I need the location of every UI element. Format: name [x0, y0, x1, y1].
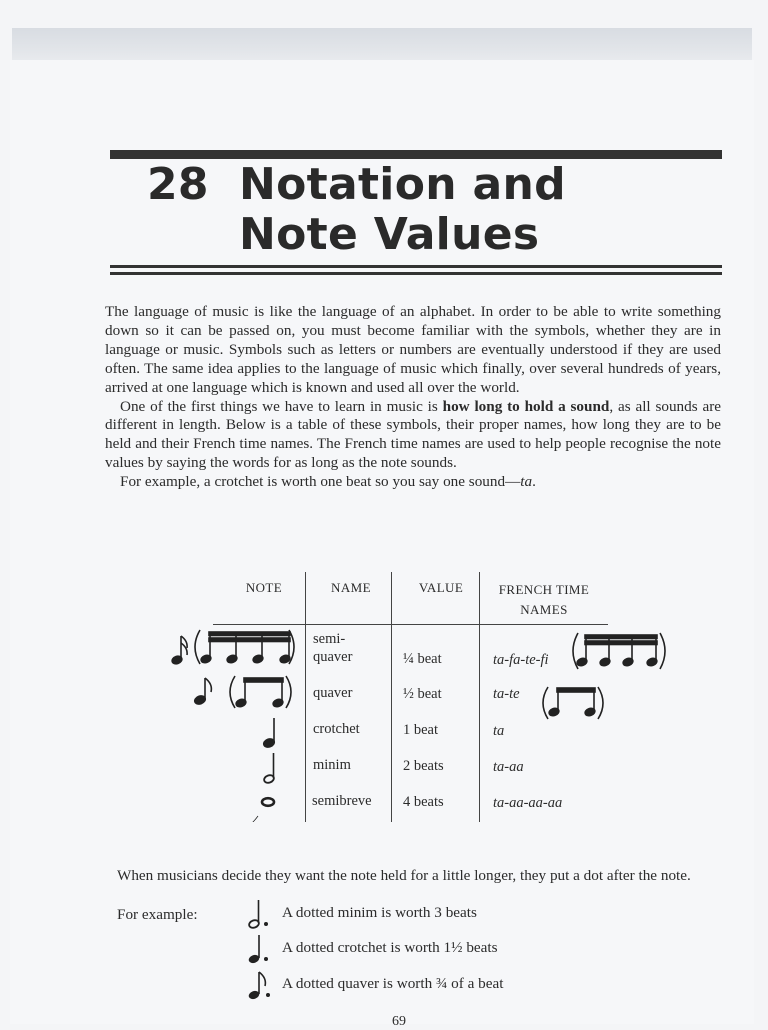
- table-row-2-value: ½ beat: [403, 686, 442, 702]
- table-row-5-french: ta-aa-aa-aa: [493, 795, 563, 811]
- chapter-title: [147, 160, 667, 260]
- semiquaver-group-right-icon: [573, 633, 665, 669]
- header-french: [489, 580, 599, 620]
- crotchet-icon: [263, 718, 276, 749]
- quaver-icon: [194, 678, 212, 705]
- table-row-3-value: 1 beat: [403, 722, 439, 738]
- name-part-2: quaver: [313, 649, 353, 665]
- french-note-symbols: [540, 625, 680, 735]
- header-name: NAME: [331, 580, 371, 595]
- semiquaver-icon: [171, 636, 187, 665]
- table-row-1-french: ta-fa-te-fi: [493, 652, 549, 668]
- quaver-pair-right-icon: [543, 687, 603, 719]
- name-part-1: semi-: [313, 631, 346, 647]
- intro-paragraph-2: [105, 398, 721, 474]
- table-row-1-name: [313, 630, 352, 666]
- table-row-3-name: crotchet: [313, 721, 360, 737]
- intro-paragraph-3: [105, 473, 721, 492]
- semiquaver-group-icon: [195, 630, 294, 664]
- dotted-crotchet-icon: [244, 933, 278, 967]
- pencil-mark: [230, 816, 258, 822]
- minim-icon: [263, 753, 275, 784]
- dotted-intro-text: When musicians decide they want the note held for a little longer, they put a dot after the note.: [117, 867, 691, 884]
- dotted-example-1-text: A dotted minim is worth 3 beats: [282, 904, 477, 921]
- dotted-notes-intro: [100, 866, 720, 885]
- p2-text-b: , as all sounds are different in length. Below is a table of these symbols, their proper names, how long they are to be held and their French time names. The French time names are used to help people recognise the note values by saying the words for as long as the note sounds.: [105, 397, 721, 472]
- table-col-rule-2: [391, 572, 392, 822]
- table-col-rule-3: [479, 572, 480, 822]
- dotted-minim-icon: [244, 898, 278, 932]
- p3-text-b: .: [532, 473, 536, 491]
- dotted-example-3-text: A dotted quaver is worth ¾ of a beat: [282, 975, 504, 992]
- table-row-2-french: ta-te: [493, 686, 520, 702]
- p2-text-a: One of the first things we have to learn in music is: [120, 397, 443, 415]
- table-row-5-name: semibreve: [312, 793, 372, 809]
- quaver-pair-icon: [230, 676, 291, 708]
- chapter-title-line-2: Note Values: [239, 209, 540, 260]
- intro-text: [105, 303, 721, 492]
- title-rule-bottom-1: [110, 265, 722, 268]
- header-french-1: FRENCH TIME: [498, 582, 590, 597]
- table-row-1-value: ¼ beat: [403, 651, 442, 667]
- example-label: For example:: [117, 906, 198, 923]
- dotted-example-3: [244, 969, 664, 1003]
- table-row-4-name: minim: [313, 757, 351, 773]
- header-french-2: NAMES: [520, 602, 568, 617]
- note-symbols-column: [168, 622, 298, 822]
- header-note: NOTE: [245, 580, 283, 595]
- table-row-2-name: quaver: [313, 685, 353, 701]
- header-value: VALUE: [418, 580, 464, 595]
- chapter-number: 28: [147, 159, 209, 210]
- table-row-4-value: 2 beats: [403, 758, 444, 774]
- table-row-3-french: ta: [493, 723, 505, 739]
- page-number: 69: [392, 1014, 406, 1029]
- dotted-example-2: [244, 933, 664, 967]
- p3-text-a: For example, a crotchet is worth one beat so you say one sound—: [120, 473, 521, 491]
- intro-paragraph-1: The language of music is like the language of an alphabet. In order to be able to write something down so it can be passed on, you must become familiar with the symbols, whether they are in language or music. Symbols such as letters or numbers are eventually understood if they are used often. The same idea applies to the language of music which finally, over several hundreds of years, arrived at one language which is known and used all over the world.: [105, 303, 721, 396]
- table-row-5-value: 4 beats: [403, 794, 444, 810]
- dotted-example-2-text: A dotted crotchet is worth 1½ beats: [282, 939, 498, 956]
- table-col-rule-1: [305, 572, 306, 822]
- semibreve-icon: [262, 798, 274, 806]
- p2-bold: how long to hold a sound: [442, 397, 610, 415]
- title-rule-top: [110, 150, 722, 159]
- dotted-quaver-icon: [244, 969, 278, 1003]
- chapter-title-line-1: Notation and: [239, 159, 566, 210]
- p3-italic: ta: [520, 473, 533, 491]
- title-rule-bottom-2: [110, 272, 722, 275]
- table-row-4-french: ta-aa: [493, 759, 524, 775]
- dotted-example-1: [244, 898, 664, 932]
